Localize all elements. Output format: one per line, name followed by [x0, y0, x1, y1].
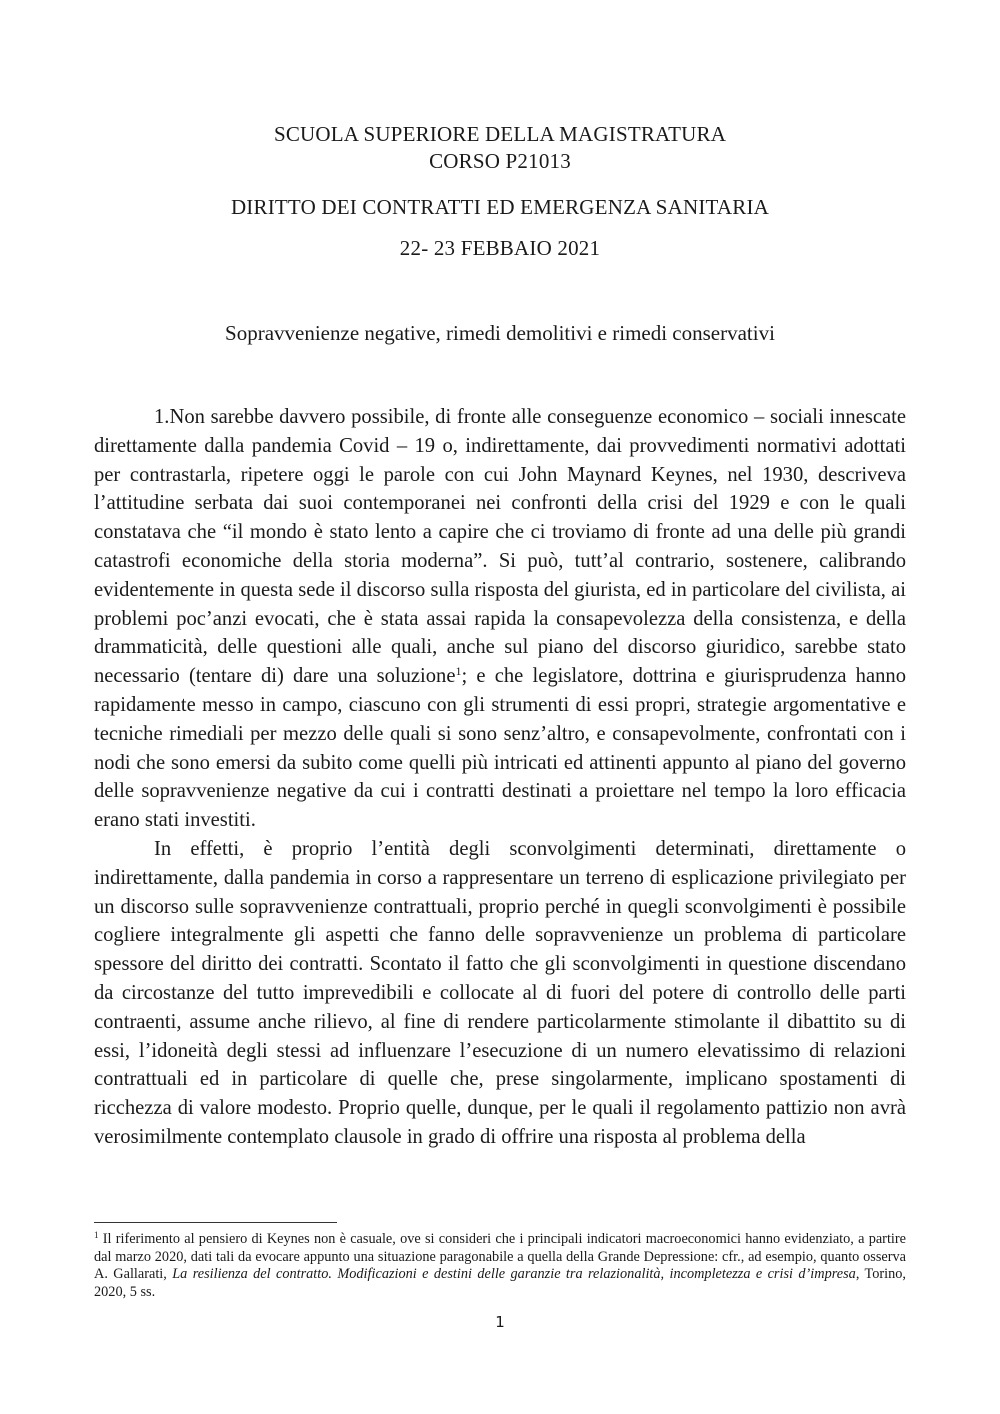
footnote-separator: [94, 1222, 337, 1223]
footnote-cited-title: La resilienza del contratto. Modificazioni e destini delle garanzie tra relazionalità, incompletezza e crisi d’impresa: [172, 1266, 856, 1282]
paragraph-1: [94, 403, 906, 835]
paragraph-1-text-b: ; e che legislatore, dottrina e giurisprudenza hanno rapidamente messo in campo, ciascuno con gli strumenti di essi propri, strategie argomentative e tecniche rimediali per mezzo delle quali si sono senz’altro, e consapevolmente, confrontati con i nodi che sono emersi da subito come quelli più intricati ed attinenti appunto al piano del governo delle sopravvenienze negative da cui i contratti destinati a proiettare nel tempo la loro efficacia erano stati investiti.: [94, 665, 906, 832]
course-code: CORSO P21013: [429, 149, 571, 173]
page-number: 1: [495, 1313, 505, 1331]
paragraph-1-text-a: 1.Non sarebbe davvero possibile, di fronte alle conseguenze economico – sociali innescate direttamente dalla pandemia Covid – 19 o, indirettamente, dai provvedimenti normativi adottati per contrastarla, ripetere oggi le parole con cui John Maynard Keynes, nel 1930, descriveva l’attitudine serbata dai suoi contemporanei nei confronti della crisi del 1929 e con le quali constatava che “il mondo è stato lento a capire che ci troviamo di fronte ad una delle più grandi catastrofi economiche della storia moderna”. Si può, tutt’al contrario, sostenere, calibrando evidentemente in questa sede il discorso sulla risposta del giurista, ed in particolare del civilista, ai problemi poc’anzi evocati, che è stata assai rapida la consapevolezza della consistenza, e della drammaticità, delle questioni alle quali, anche sul piano del discorso giuridico, sarebbe stato necessario (tentare di) dare una soluzione: [94, 406, 906, 688]
document-subtitle: Sopravvenienze negative, rimedi demolitivi e rimedi conservativi: [225, 321, 775, 345]
footnote: [94, 1231, 906, 1301]
course-title: DIRITTO DEI CONTRATTI ED EMERGENZA SANITARIA: [230, 195, 770, 219]
institution-title: SCUOLA SUPERIORE DELLA MAGISTRATURA: [273, 122, 727, 146]
footnote-number: 1: [94, 1230, 99, 1240]
body-text: [94, 403, 906, 1152]
course-dates: 22- 23 FEBBAIO 2021: [399, 236, 601, 260]
footnote-text-b: , Torino, 2020, 5 ss.: [94, 1266, 906, 1300]
paragraph-2: In effetti, è proprio l’entità degli sconvolgimenti determinati, direttamente o indirettamente, dalla pandemia in corso a rappresentare un terreno di esplicazione privilegiato per un discorso sulle sopravvenienze contrattuali, proprio perché in quegli sconvolgimenti è possibile cogliere integralmente gli aspetti che fanno delle sopravvenienze un problema di particolare spessore del diritto dei contratti. Scontato il fatto che gli sconvolgimenti in questione discendano da circostanze del tutto imprevedibili e collocate al di fuori del potere di controllo delle parti contraenti, assume anche rilievo, al fine di rendere particolarmente stimolante il dibattito su di essi, l’idoneità degli stessi ad influenzare l’esecuzione di un numero elevatissimo di relazioni contrattuali ed in particolare di quelle che, prese singolarmente, implicano spostamenti di ricchezza di valore modesto. Proprio quelle, dunque, per le quali il regolamento pattizio non avrà verosimilmente contemplato clausole in grado di offrire una risposta al problema della: [94, 837, 906, 1148]
footnote-reference: 1: [455, 664, 462, 679]
footnote-text-a: Il riferimento al pensiero di Keynes non è casuale, ove si consideri che i principali indicatori macroeconomici hanno evidenziato, a partire dal marzo 2020, dati tali da evocare appunto una situazione paragonabile a quella della Grande Depressione: cfr., ad esempio, quanto osserva A. Gallarati,: [94, 1231, 906, 1282]
